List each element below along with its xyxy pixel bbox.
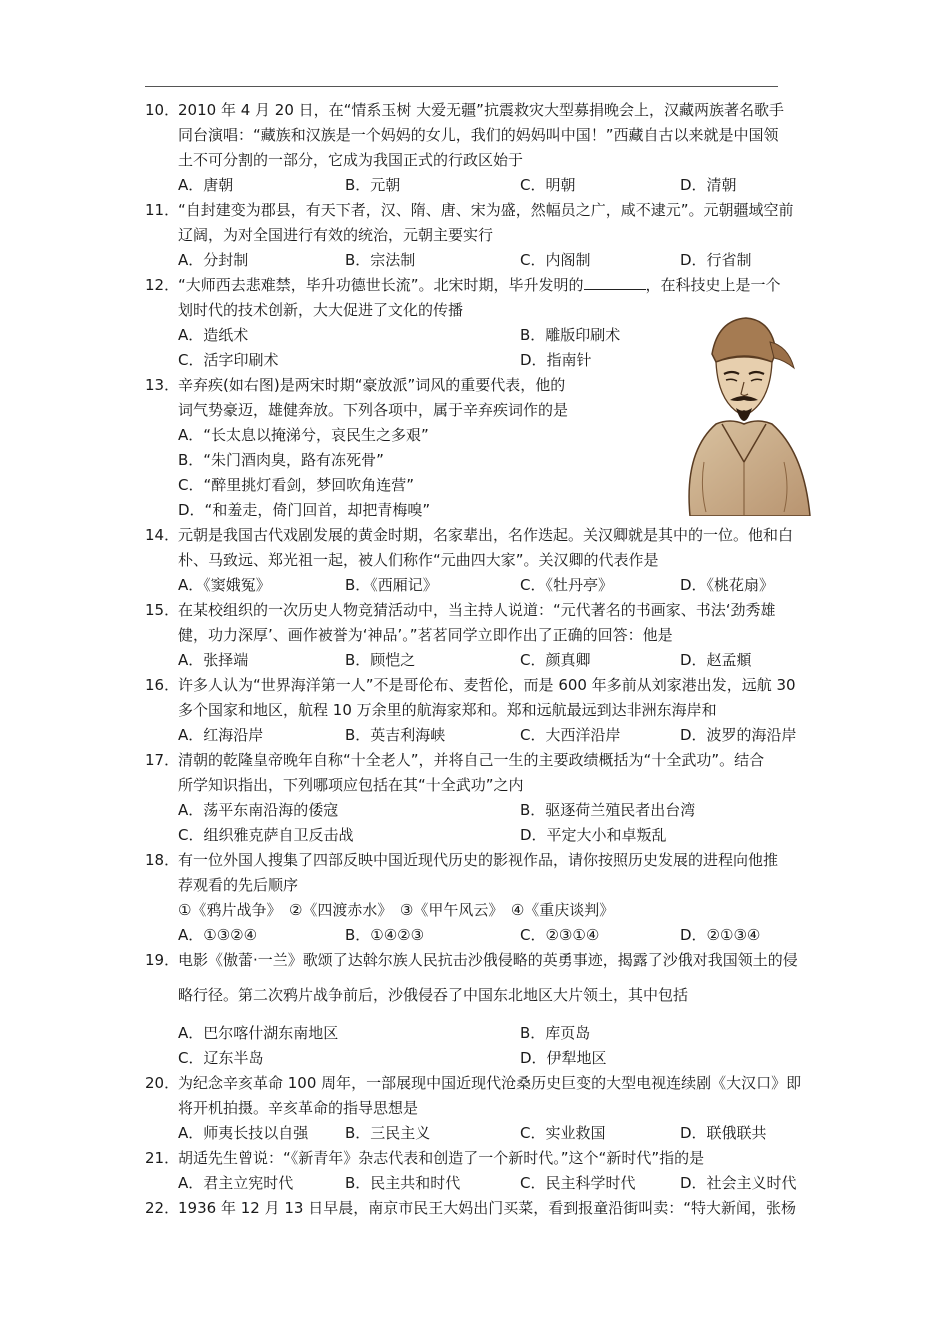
option-a: A．师夷长技以自强 <box>178 1124 309 1142</box>
option-b: B．民主共和时代 <box>345 1174 461 1192</box>
question-number: 21． <box>145 1149 180 1167</box>
question-number: 20． <box>145 1074 180 1092</box>
answer-blank <box>584 275 646 290</box>
portrait-icon <box>660 312 820 516</box>
question-text: 许多人认为“世界海洋第一人”不是哥伦布、麦哲伦，而是 600 年多前从刘家港出发，远航 30 <box>178 676 796 694</box>
option-c: C．辽东半岛 <box>178 1049 264 1067</box>
option-d: D．②①③④ <box>680 926 761 944</box>
option-d: D．清朝 <box>680 176 737 194</box>
option-d: D．伊犁地区 <box>520 1049 607 1067</box>
option-a: A．君主立宪时代 <box>178 1174 294 1192</box>
option-c: C．内阁制 <box>520 251 591 269</box>
option-d: D．社会主义时代 <box>680 1174 797 1192</box>
option-d: D．波罗的海沿岸 <box>680 726 797 744</box>
question-text: 荐观看的先后顺序 <box>178 876 299 894</box>
question-text-part: “大师西去悲难禁，毕升功德世长流”。北宋时期，毕升发明的 <box>178 276 584 294</box>
option-c: C．“醉里挑灯看剑，梦回吹角连营” <box>178 476 415 494</box>
option-b: B．雕版印刷术 <box>520 326 621 344</box>
option-a: A．红海沿岸 <box>178 726 264 744</box>
question-text: 多个国家和地区，航程 10 万余里的航海家郑和。郑和远航最远到达非洲东海岸和 <box>178 701 717 719</box>
question-number: 15． <box>145 601 180 619</box>
question-text <box>178 275 781 295</box>
option-c: C．实业救国 <box>520 1124 606 1142</box>
question-text: 词气势豪迈，雄健奔放。下列各项中，属于辛弃疾词作的是 <box>178 401 569 419</box>
question-number: 17． <box>145 751 180 769</box>
question-text: 同台演唱：“藏族和汉族是一个妈妈的女儿，我们的妈妈叫中国！”西藏自古以来就是中国领 <box>178 126 779 144</box>
question-number: 13． <box>145 376 180 394</box>
option-d: D．赵孟頫 <box>680 651 752 669</box>
question-text: 所学知识指出，下列哪项应包括在其“十全武功”之内 <box>178 776 524 794</box>
question-text: 电影《傲蕾·一兰》歌颂了达斡尔族人民抗击沙俄侵略的英勇事迹，揭露了沙俄对我国领土的侵 <box>178 951 798 969</box>
option-c: C．活字印刷术 <box>178 351 279 369</box>
question-number: 18． <box>145 851 180 869</box>
option-a: A．分封制 <box>178 251 249 269</box>
question-text: 1936 年 12 月 13 日早晨，南京市民王大妈出门买菜，看到报童沿街叫卖：“特大新闻，张杨 <box>178 1199 796 1217</box>
option-d: D．平定大小和卓叛乱 <box>520 826 667 844</box>
option-b: B．①④②③ <box>345 926 425 944</box>
question-number: 11． <box>145 201 180 219</box>
question-text-part: ，在科技史上是一个 <box>645 276 781 294</box>
question-number: 12． <box>145 276 180 294</box>
question-number: 16． <box>145 676 180 694</box>
question-text: 清朝的乾隆皇帝晚年自称“十全老人”，并将自己一生的主要政绩概括为“十全武功”。结合 <box>178 751 765 769</box>
option-a: A．荡平东南沿海的倭寇 <box>178 801 339 819</box>
question-text: 为纪念辛亥革命 100 周年，一部展现中国近现代沧桑历史巨变的大型电视连续剧《大汉口》即 <box>178 1074 802 1092</box>
option-a: A．唐朝 <box>178 176 234 194</box>
option-c: C．明朝 <box>520 176 576 194</box>
option-c: C．组织雅克萨自卫反击战 <box>178 826 354 844</box>
option-c: C．颜真卿 <box>520 651 591 669</box>
question-text: 朴、马致远、郑光祖一起，被人们称作“元曲四大家”。关汉卿的代表作是 <box>178 551 659 569</box>
option-a: A．“长太息以掩涕兮，哀民生之多艰” <box>178 426 429 444</box>
option-d: D．指南针 <box>520 351 592 369</box>
question-text: “自封建变为郡县，有天下者，汉、隋、唐、宋为盛，然幅员之广，咸不逮元”。元朝疆域空前 <box>178 201 794 219</box>
question-number: 14． <box>145 526 180 544</box>
question-text: 有一位外国人搜集了四部反映中国近现代历史的影视作品，请你按照历史发展的进程向他推 <box>178 851 779 869</box>
option-a: A．《窦娥冤》 <box>178 576 271 594</box>
question-text: 辽阔，为对全国进行有效的统治，元朝主要实行 <box>178 226 494 244</box>
option-b: B．库页岛 <box>520 1024 591 1042</box>
option-a: A．巴尔喀什湖东南地区 <box>178 1024 339 1042</box>
option-a: A．造纸术 <box>178 326 249 344</box>
question-number: 22． <box>145 1199 180 1217</box>
question-text: 在某校组织的一次历史人物竞猜活动中，当主持人说道：“元代著名的书画家、书法‘劲秀雄 <box>178 601 776 619</box>
option-d: D．“和羞走，倚门回首，却把青梅嗅” <box>178 501 431 519</box>
header-rule <box>145 86 778 87</box>
option-c: C．《牡丹亭》 <box>520 576 613 594</box>
question-items: ①《鸦片战争》 ②《四渡赤水》 ③《甲午风云》 ④《重庆谈判》 <box>178 901 615 919</box>
question-number: 19． <box>145 951 180 969</box>
option-d: D．联俄联共 <box>680 1124 767 1142</box>
option-c: C．民主科学时代 <box>520 1174 636 1192</box>
option-c: C．大西洋沿岸 <box>520 726 621 744</box>
option-d: D．行省制 <box>680 251 752 269</box>
option-b: B．“朱门酒肉臭，路有冻死骨” <box>178 451 384 469</box>
option-b: B．英吉利海峡 <box>345 726 446 744</box>
question-text: 土不可分割的一部分，它成为我国正式的行政区始于 <box>178 151 524 169</box>
question-text: 元朝是我国古代戏剧发展的黄金时期，名家辈出，名作迭起。关汉卿就是其中的一位。他和白 <box>178 526 794 544</box>
question-text: 健，功力深厚’、画作被誉为‘神品’。”茗茗同学立即作出了正确的回答：他是 <box>178 626 673 644</box>
question-text: 2010 年 4 月 20 日，在“情系玉树 大爱无疆”抗震救灾大型募捐晚会上，汉藏两族著名歌手 <box>178 101 784 119</box>
option-b: B．驱逐荷兰殖民者出台湾 <box>520 801 696 819</box>
option-b: B．三民主义 <box>345 1124 431 1142</box>
question-text: 略行径。第二次鸦片战争前后，沙俄侵吞了中国东北地区大片领土，其中包括 <box>178 986 689 1004</box>
option-a: A．①③②④ <box>178 926 258 944</box>
question-number: 10． <box>145 101 180 119</box>
option-b: B．《西厢记》 <box>345 576 438 594</box>
option-d: D．《桃花扇》 <box>680 576 775 594</box>
option-b: B．元朝 <box>345 176 401 194</box>
option-b: B．宗法制 <box>345 251 416 269</box>
question-text: 将开机拍摄。辛亥革命的指导思想是 <box>178 1099 419 1117</box>
question-text: 辛弃疾(如右图)是两宋时期“豪放派”词风的重要代表，他的 <box>178 376 566 394</box>
question-text: 划时代的技术创新，大大促进了文化的传播 <box>178 301 464 319</box>
option-a: A．张择端 <box>178 651 249 669</box>
option-c: C．②③①④ <box>520 926 600 944</box>
question-text: 胡适先生曾说：“《新青年》杂志代表和创造了一个新时代。”这个“新时代”指的是 <box>178 1149 705 1167</box>
option-b: B．顾恺之 <box>345 651 416 669</box>
